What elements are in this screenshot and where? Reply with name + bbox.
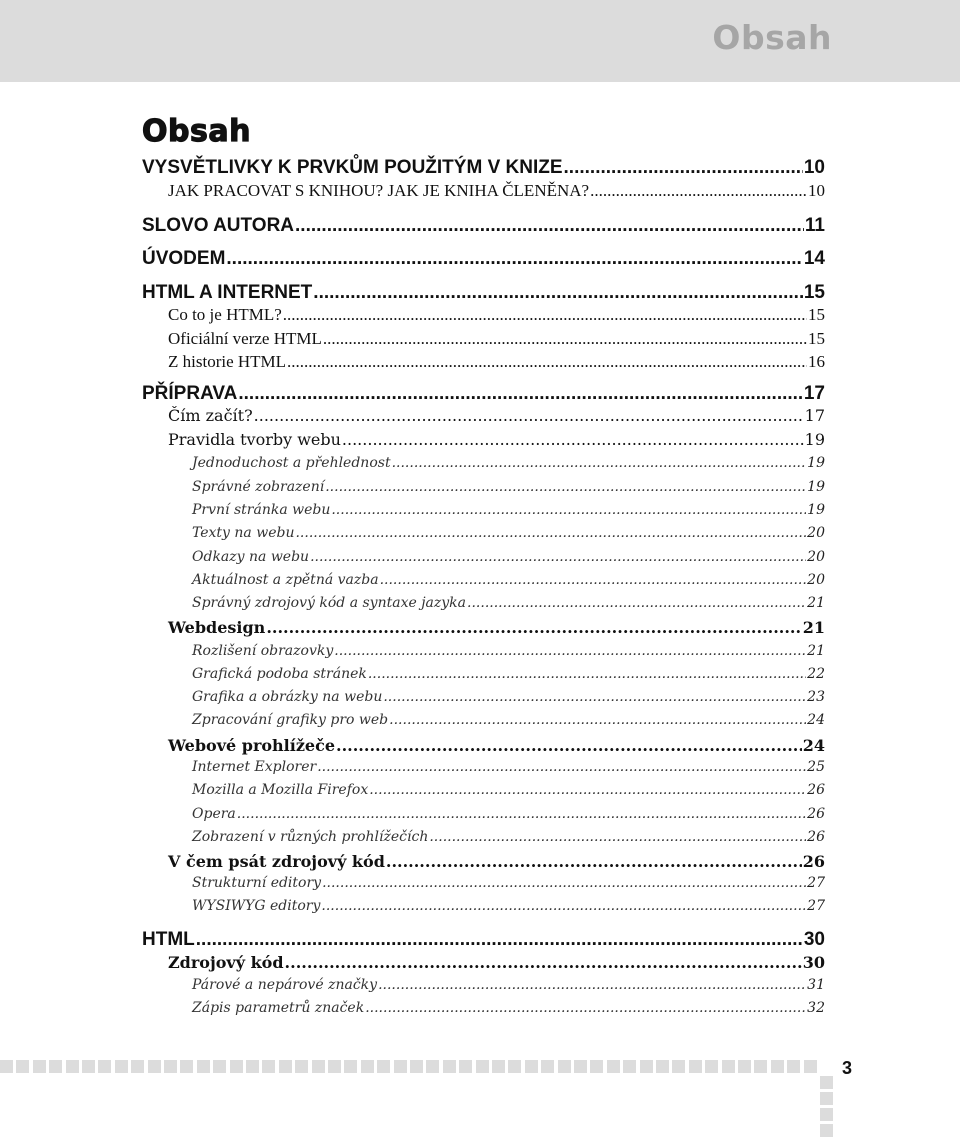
toc-entry [142,215,825,237]
decorative-square [148,1060,161,1073]
toc-entry [168,406,825,425]
toc-entry-title: Aktuálnost a zpětná vazba [192,572,379,588]
toc-entry [168,430,825,449]
toc-entry-title: Zápis parametrů značek [192,1000,365,1016]
toc-entry [142,282,825,304]
decorative-square [574,1060,587,1073]
toc-entry-title: Správný zdrojový kód a syntaxe jazyka [192,595,467,611]
toc-entry-page: 24 [807,712,825,728]
toc-entry-page: 10 [803,157,825,178]
decorative-square [49,1060,62,1073]
toc-entry-title: Internet Explorer [192,759,317,775]
decorative-square [443,1060,456,1073]
toc-entry-page: 21 [807,595,825,611]
toc-entry-title: JAK PRACOVAT S KNIHOU? JAK JE KNIHA ČLENĚNA? [168,181,590,200]
decorative-square [558,1060,571,1073]
toc-dot-leader [389,712,806,728]
decorative-square [344,1060,357,1073]
toc-dot-leader [285,953,802,972]
decorative-square [295,1060,308,1073]
toc-entry [168,736,825,755]
toc-entry [168,329,825,349]
decorative-square [230,1060,243,1073]
toc-dot-leader [368,666,806,682]
toc-entry-page: 11 [804,215,825,236]
toc-entry [168,305,825,325]
toc-entry [192,572,825,588]
toc-entry [142,383,825,405]
decorative-square [623,1060,636,1073]
toc-entry-page: 17 [803,383,825,404]
toc-entry-page: 17 [804,406,825,425]
toc-dot-leader [380,572,807,588]
decorative-square [722,1060,735,1073]
decorative-square [394,1060,407,1073]
toc-entry-title: Rozlišení obrazovky [192,643,334,659]
toc-dot-leader [322,875,806,891]
toc-entry [192,689,825,705]
decorative-square [180,1060,193,1073]
toc-entry [168,181,825,201]
toc-entry-title: Mozilla a Mozilla Firefox [192,782,369,798]
toc-entry-page: 15 [808,305,825,324]
toc-entry [192,1000,825,1016]
toc-dot-leader [342,430,804,449]
toc-dot-leader [386,852,802,871]
decorative-square [164,1060,177,1073]
toc-entry [192,525,825,541]
toc-entry-page: 30 [803,929,825,950]
toc-entry-page: 20 [807,572,825,588]
decorative-square [33,1060,46,1073]
toc-dot-leader [467,595,806,611]
toc-entry [192,782,825,798]
toc-entry-title: Zpracování grafiky pro web [192,712,389,728]
decorative-square [16,1060,29,1073]
page-number: 3 [842,1058,853,1078]
toc-entry [168,352,825,372]
toc-entry-title: HTML A INTERNET [142,282,313,303]
decorative-square [377,1060,390,1073]
decorative-square [590,1060,603,1073]
toc-entry-title: Jednoduchost a přehlednost [192,455,391,471]
toc-dot-leader [266,618,801,637]
decorative-square [525,1060,538,1073]
toc-entry-page: 26 [807,806,825,822]
decorative-square [66,1060,79,1073]
decorative-square [804,1060,817,1073]
toc-entry-title: Správné zobrazení [192,479,325,495]
toc-entry [192,479,825,495]
toc-entry-title: SLOVO AUTORA [142,215,295,236]
toc-entry-title: VYSVĚTLIVKY K PRVKŮM POUŽITÝM V KNIZE [142,157,563,178]
toc-dot-leader [226,248,802,270]
toc-entry-page: 15 [803,282,825,303]
toc-dot-leader [378,977,806,993]
toc-entry-title: PŘÍPRAVA [142,383,238,404]
toc-dot-leader [196,929,803,951]
toc-entry-page: 10 [808,181,825,200]
toc-entry-page: 19 [807,479,825,495]
toc-entry-title: Co to je HTML? [168,305,282,324]
decorative-square [361,1060,374,1073]
decorative-square [279,1060,292,1073]
toc-entry-page: 19 [804,430,825,449]
decorative-square [328,1060,341,1073]
decorative-square [754,1060,767,1073]
page-title: Obsah [142,114,251,149]
decorative-square [541,1060,554,1073]
toc-dot-leader [321,898,806,914]
decorative-square [738,1060,751,1073]
decorative-square [820,1076,833,1089]
toc-entry-title: Zdrojový kód [168,953,284,972]
toc-entry-page: 20 [807,549,825,565]
decorative-square [246,1060,259,1073]
toc-entry-page: 25 [807,759,825,775]
toc-entry [142,929,825,951]
toc-entry-page: 30 [802,953,825,972]
toc-entry [168,953,825,972]
toc-entry [192,643,825,659]
running-header-title: Obsah [712,18,832,57]
toc-entry-title: Webdesign [168,618,266,637]
toc-dot-leader [365,1000,806,1016]
toc-entry-page: 26 [802,852,825,871]
toc-entry [192,549,825,565]
toc-entry-title: Párové a nepárové značky [192,977,378,993]
toc-entry-page: 24 [802,736,825,755]
decorative-square [656,1060,669,1073]
toc-entry-title: Zobrazení v různých prohlížečích [192,829,429,845]
toc-entry-title: Grafika a obrázky na webu [192,689,383,705]
decorative-square [820,1108,833,1121]
toc-entry-page: 14 [803,248,825,269]
toc-entry-page: 27 [807,875,825,891]
decorative-square [98,1060,111,1073]
toc-entry [192,666,825,682]
toc-dot-leader [369,782,806,798]
toc-entry-title: Strukturní editory [192,875,322,891]
decorative-square [492,1060,505,1073]
toc-entry [192,712,825,728]
toc-entry [192,595,825,611]
toc-entry-page: 22 [807,666,825,682]
toc-entry-title: HTML [142,929,195,950]
decorative-square [689,1060,702,1073]
toc-dot-leader [254,406,804,425]
toc-entry-title: Grafická podoba stránek [192,666,367,682]
toc-entry [142,248,825,270]
decorative-square [131,1060,144,1073]
toc-entry [192,455,825,471]
toc-entry [192,977,825,993]
toc-entry-title: První stránka webu [192,502,331,518]
toc-entry-page: 21 [802,618,825,637]
toc-entry-page: 19 [807,455,825,471]
decorative-square [197,1060,210,1073]
decorative-square [213,1060,226,1073]
decorative-square [705,1060,718,1073]
decorative-square [607,1060,620,1073]
toc-dot-leader [313,282,803,304]
decorative-square [82,1060,95,1073]
decorative-square [459,1060,472,1073]
toc-dot-leader [429,829,806,845]
toc-dot-leader [287,352,807,372]
toc-entry [168,618,825,637]
decorative-square [476,1060,489,1073]
decorative-square [820,1124,833,1137]
decorative-square [820,1092,833,1105]
toc-dot-leader [336,736,802,755]
toc-entry-title: V čem psát zdrojový kód [168,852,385,871]
toc-entry-page: 32 [807,1000,825,1016]
toc-entry [168,852,825,871]
decorative-square [426,1060,439,1073]
decorative-square [115,1060,128,1073]
decorative-square [508,1060,521,1073]
toc-entry [192,829,825,845]
toc-entry-title: ÚVODEM [142,248,226,269]
toc-entry [192,502,825,518]
toc-entry-page: 26 [807,829,825,845]
toc-dot-leader [383,689,806,705]
decorative-square [0,1060,13,1073]
decorative-square [771,1060,784,1073]
decorative-square [312,1060,325,1073]
toc-entry-title: Webové prohlížeče [168,736,336,755]
toc-entry-title: Pravidla tvorby webu [168,430,341,449]
toc-dot-leader [334,643,806,659]
toc-entry-title: Oficiální verze HTML [168,329,322,348]
decorative-square [640,1060,653,1073]
decorative-square [262,1060,275,1073]
decorative-square [410,1060,423,1073]
toc-entry-title: Texty na webu [192,525,295,541]
toc-dot-leader [325,479,806,495]
toc-dot-leader [331,502,806,518]
toc-entry-page: 15 [808,329,825,348]
toc-entry-page: 23 [807,689,825,705]
toc-entry-title: Čím začít? [168,406,253,425]
toc-entry [142,157,825,179]
toc-dot-leader [237,806,806,822]
toc-entry [192,759,825,775]
toc-entry-page: 26 [807,782,825,798]
toc-dot-leader [564,157,803,179]
toc-dot-leader [310,549,806,565]
toc-entry-title: Odkazy na webu [192,549,310,565]
decorative-square [787,1060,800,1073]
toc-dot-leader [238,383,802,405]
toc-entry-page: 27 [807,898,825,914]
toc-entry-page: 16 [808,352,825,371]
toc-entry-title: Opera [192,806,236,822]
toc-dot-leader [295,215,804,237]
toc-entry [192,898,825,914]
toc-entry-page: 31 [807,977,825,993]
toc-dot-leader [317,759,806,775]
toc-dot-leader [295,525,806,541]
toc-entry-page: 19 [807,502,825,518]
toc-entry [192,875,825,891]
decorative-square [672,1060,685,1073]
toc-entry-title: WYSIWYG editory [192,898,321,914]
toc-dot-leader [323,329,807,349]
toc-entry [192,806,825,822]
toc-entry-page: 20 [807,525,825,541]
toc-entry-title: Z historie HTML [168,352,287,371]
toc-dot-leader [590,181,807,201]
toc-dot-leader [283,305,807,325]
toc-entry-page: 21 [807,643,825,659]
toc-dot-leader [392,455,807,471]
